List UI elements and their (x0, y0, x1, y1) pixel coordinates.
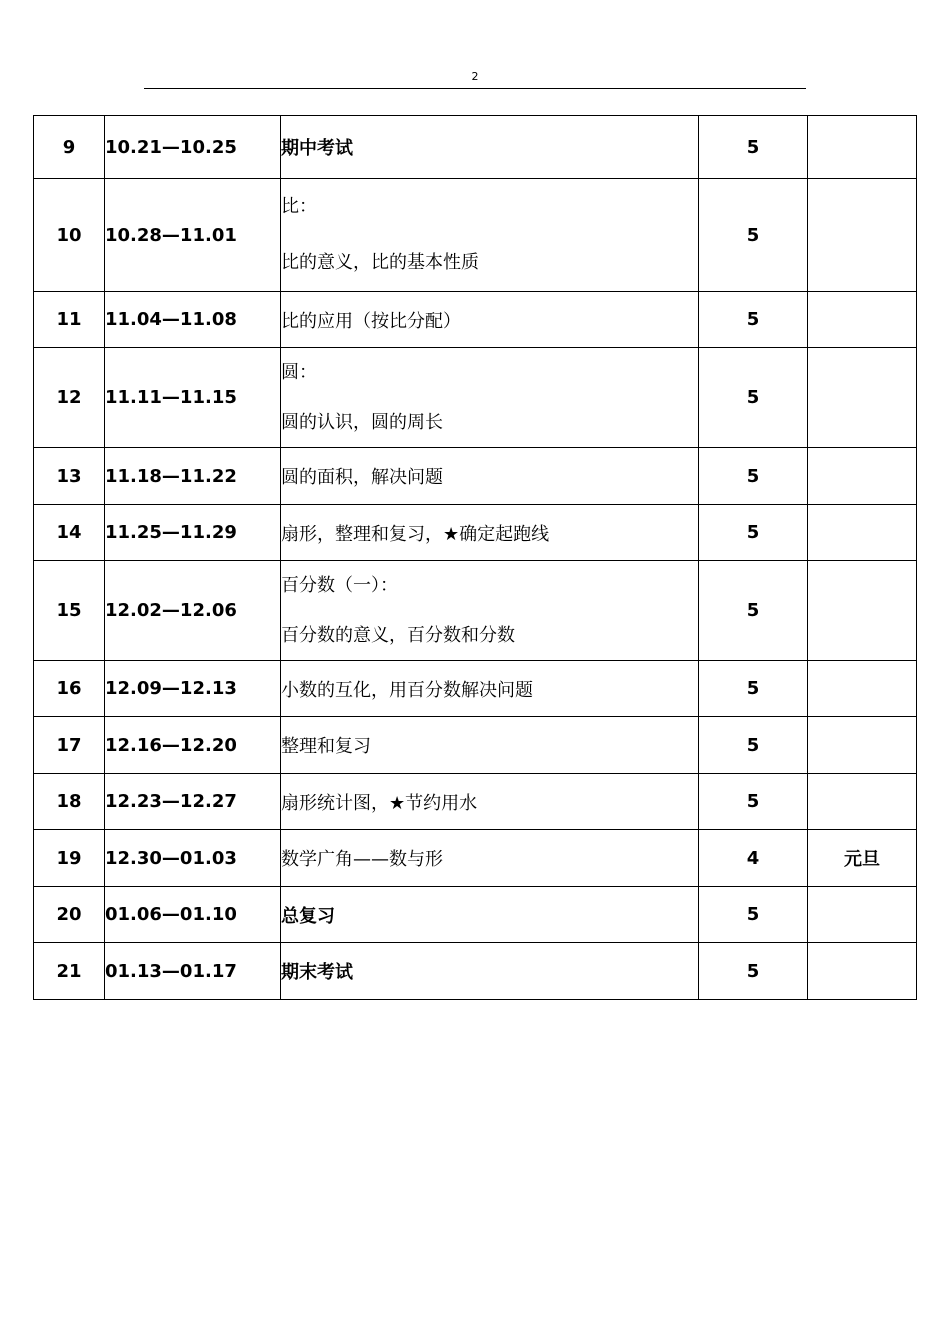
date-range: 11.25—11.29 (105, 505, 281, 561)
lesson-hours: 5 (699, 348, 808, 448)
date-range: 01.13—01.17 (105, 943, 281, 1000)
table-row (34, 774, 917, 830)
lesson-topics: 圆的认识，圆的周长 (281, 411, 443, 433)
week-number: 11 (34, 292, 105, 348)
lesson-content: 圆的面积，解决问题 (281, 448, 699, 505)
remark (808, 561, 917, 661)
table-row (34, 448, 917, 505)
remark (808, 348, 917, 448)
table-row (34, 505, 917, 561)
lesson-hours: 5 (699, 661, 808, 717)
lesson-unit-title: 比： (281, 196, 317, 217)
lesson-content: 期中考试 (281, 116, 699, 179)
week-number: 14 (34, 505, 105, 561)
lesson-hours: 5 (699, 943, 808, 1000)
lesson-hours: 5 (699, 887, 808, 943)
lesson-content (281, 348, 699, 448)
date-range: 12.16—12.20 (105, 717, 281, 774)
table-row (34, 561, 917, 661)
lesson-content: 数学广角——数与形 (281, 830, 699, 887)
table-row (34, 292, 917, 348)
date-range: 12.09—12.13 (105, 661, 281, 717)
table-row (34, 179, 917, 292)
lesson-hours: 5 (699, 448, 808, 505)
lesson-content: 期末考试 (281, 943, 699, 1000)
remark (808, 943, 917, 1000)
remark (808, 179, 917, 292)
lesson-content: 总复习 (281, 887, 699, 943)
lesson-hours: 5 (699, 179, 808, 292)
remark (808, 887, 917, 943)
page-header (144, 68, 806, 89)
remark (808, 505, 917, 561)
lesson-hours: 4 (699, 830, 808, 887)
date-range: 10.28—11.01 (105, 179, 281, 292)
lesson-unit-title: 百分数（一）： (281, 574, 398, 596)
week-number: 15 (34, 561, 105, 661)
week-number: 10 (34, 179, 105, 292)
remark (808, 774, 917, 830)
table-row (34, 348, 917, 448)
week-number: 12 (34, 348, 105, 448)
table-row (34, 887, 917, 943)
date-range: 10.21—10.25 (105, 116, 281, 179)
lesson-content: 比的应用（按比分配） (281, 292, 699, 348)
table-row (34, 717, 917, 774)
remark (808, 661, 917, 717)
lesson-content: 小数的互化，用百分数解决问题 (281, 661, 699, 717)
date-range: 11.04—11.08 (105, 292, 281, 348)
week-number: 19 (34, 830, 105, 887)
week-number: 21 (34, 943, 105, 1000)
date-range: 01.06—01.10 (105, 887, 281, 943)
remark (808, 448, 917, 505)
date-range: 12.02—12.06 (105, 561, 281, 661)
week-number: 9 (34, 116, 105, 179)
lesson-topics: 百分数的意义，百分数和分数 (281, 624, 515, 646)
lesson-unit-title: 圆： (281, 361, 317, 383)
week-number: 13 (34, 448, 105, 505)
remark (808, 116, 917, 179)
lesson-hours: 5 (699, 116, 808, 179)
week-number: 17 (34, 717, 105, 774)
remark (808, 292, 917, 348)
lesson-content (281, 561, 699, 661)
remark (808, 717, 917, 774)
lesson-content (281, 179, 699, 292)
table-row (34, 943, 917, 1000)
lesson-content: 扇形统计图，★节约用水 (281, 774, 699, 830)
lesson-hours: 5 (699, 717, 808, 774)
week-number: 20 (34, 887, 105, 943)
table-row (34, 830, 917, 887)
week-number: 16 (34, 661, 105, 717)
date-range: 11.18—11.22 (105, 448, 281, 505)
lesson-hours: 5 (699, 561, 808, 661)
table-row (34, 116, 917, 179)
teaching-schedule-table (33, 115, 917, 1000)
page-number: 2 (471, 70, 479, 83)
remark: 元旦 (808, 830, 917, 887)
lesson-content: 整理和复习 (281, 717, 699, 774)
date-range: 12.30—01.03 (105, 830, 281, 887)
lesson-hours: 5 (699, 292, 808, 348)
lesson-hours: 5 (699, 774, 808, 830)
lesson-hours: 5 (699, 505, 808, 561)
lesson-topics: 比的意义，比的基本性质 (281, 252, 479, 273)
date-range: 12.23—12.27 (105, 774, 281, 830)
week-number: 18 (34, 774, 105, 830)
lesson-content: 扇形，整理和复习，★确定起跑线 (281, 505, 699, 561)
date-range: 11.11—11.15 (105, 348, 281, 448)
table-row (34, 661, 917, 717)
